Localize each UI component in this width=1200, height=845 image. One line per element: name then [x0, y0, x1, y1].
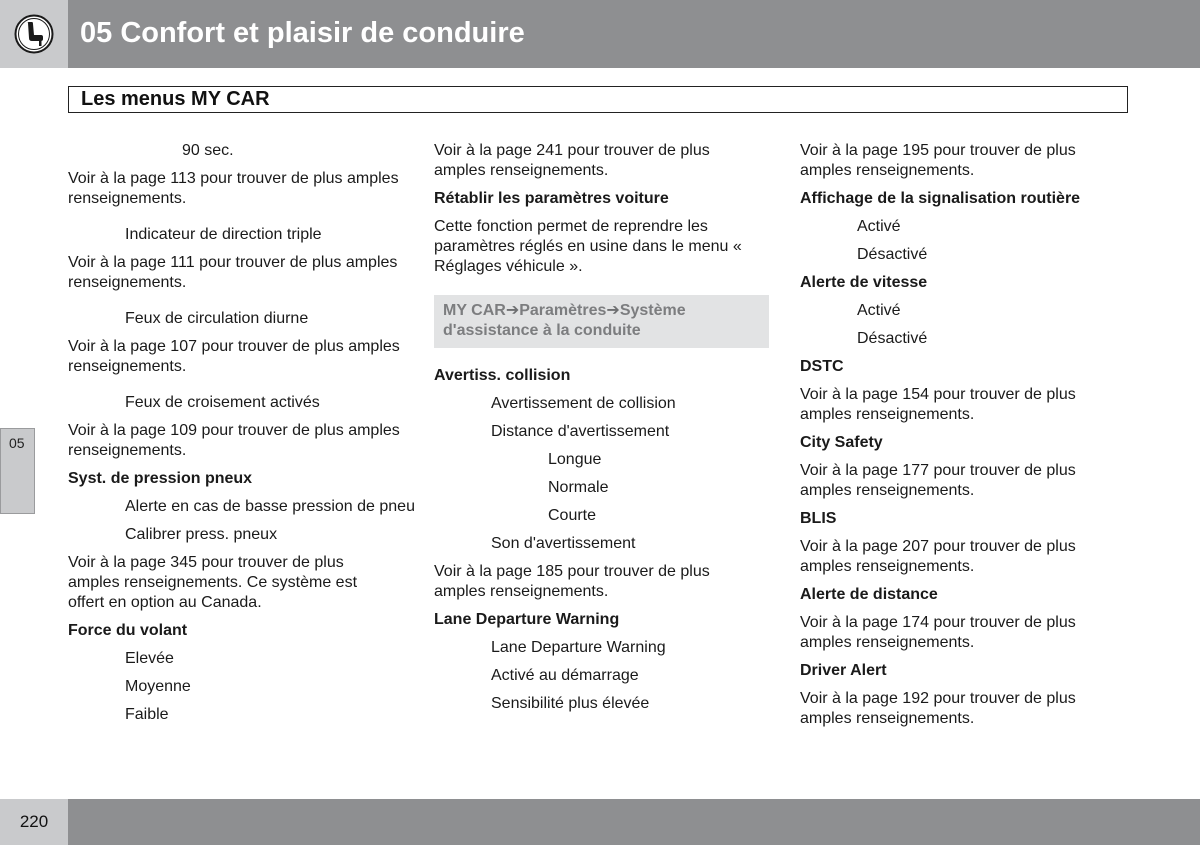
page-reference: Voir à la page 111 pour trouver de plus amples renseignements.: [68, 254, 398, 291]
menu-sub-option: Longue: [548, 451, 602, 468]
page-reference: Voir à la page 154 pour trouver de plus amples renseignements.: [800, 386, 1076, 423]
menu-heading: Alerte de vitesse: [800, 274, 928, 291]
page-reference: Voir à la page 113 pour trouver de plus amples renseignements.: [68, 170, 399, 207]
menu-heading: DSTC: [800, 358, 844, 375]
arrow-right-icon: ➔: [505, 302, 520, 319]
body-text: Cette fonction permet de reprendre les paramètres réglés en usine dans le menu « Réglages véhicule ».: [434, 218, 742, 275]
menu-path-box: [434, 295, 769, 348]
menu-heading: BLIS: [800, 510, 837, 527]
column-1: [68, 141, 424, 733]
menu-heading: Rétablir les paramètres voiture: [434, 190, 669, 207]
page-reference: Voir à la page 192 pour trouver de plus amples renseignements.: [800, 690, 1076, 727]
menu-option: Activé: [857, 302, 901, 319]
menu-path-part: MY CAR: [443, 302, 506, 319]
menu-heading: Affichage de la signalisation routière: [800, 190, 1081, 207]
menu-option: Activé: [857, 218, 901, 235]
menu-sub-option: Courte: [548, 507, 597, 524]
page-reference: Voir à la page 207 pour trouver de plus amples renseignements.: [800, 538, 1076, 575]
page-number-box: [0, 799, 68, 845]
chapter-side-tab: [0, 428, 35, 514]
arrow-right-icon: ➔: [606, 302, 620, 319]
menu-option: Sensibilité plus élevée: [491, 695, 650, 712]
menu-option: Activé au démarrage: [491, 667, 639, 684]
menu-option: Moyenne: [125, 678, 191, 695]
menu-option: Feux de circulation diurne: [125, 310, 309, 327]
menu-option: Indicateur de direction triple: [125, 226, 322, 243]
page-reference: Voir à la page 177 pour trouver de plus amples renseignements.: [800, 462, 1076, 499]
menu-option: Désactivé: [857, 246, 928, 263]
menu-heading: Syst. de pression pneux: [68, 470, 253, 487]
page-reference: Voir à la page 109 pour trouver de plus amples renseignements.: [68, 422, 400, 459]
page-footer: [0, 799, 1200, 845]
page-reference: Voir à la page 241 pour trouver de plus amples renseignements.: [434, 142, 710, 179]
page-reference: Voir à la page 174 pour trouver de plus amples renseignements.: [800, 614, 1076, 651]
menu-option: Lane Departure Warning: [491, 639, 666, 656]
menu-option: Désactivé: [857, 330, 928, 347]
menu-heading: Alerte de distance: [800, 586, 938, 603]
menu-option: Calibrer press. pneux: [125, 526, 278, 543]
page-reference: Voir à la page 107 pour trouver de plus amples renseignements.: [68, 338, 400, 375]
menu-heading: City Safety: [800, 434, 883, 451]
menu-heading: Avertiss. collision: [434, 367, 571, 384]
menu-option: Avertissement de collision: [491, 395, 676, 412]
page-reference: Voir à la page 195 pour trouver de plus amples renseignements.: [800, 142, 1076, 179]
column-3: [800, 141, 1130, 737]
menu-option: Faible: [125, 706, 169, 723]
menu-path-part: Système d'assistance à la conduite: [443, 302, 686, 339]
menu-heading: Force du volant: [68, 622, 188, 639]
seat-icon: [14, 14, 54, 54]
chapter-title: 05 Confort et plaisir de conduire: [80, 17, 525, 49]
menu-heading: Driver Alert: [800, 662, 887, 679]
menu-option: Feux de croisement activés: [125, 394, 320, 411]
menu-option: Elevée: [125, 650, 174, 667]
menu-option: Son d'avertissement: [491, 535, 636, 552]
chapter-icon-box: [0, 0, 68, 68]
menu-option: Alerte en cas de basse pression de pneu: [125, 498, 415, 515]
menu-heading: Lane Departure Warning: [434, 611, 620, 628]
menu-option: Distance d'avertissement: [491, 423, 670, 440]
menu-option: 90 sec.: [182, 142, 234, 159]
column-2: [434, 141, 769, 722]
page-reference: Voir à la page 345 pour trouver de plus amples renseignements. Ce système est offert en option au Canada.: [68, 554, 358, 611]
page-number: 220: [19, 812, 49, 831]
side-tab-label: 05: [9, 435, 25, 451]
menu-sub-option: Normale: [548, 479, 609, 496]
section-title: Les menus MY CAR: [81, 88, 270, 110]
menu-path-part: Paramètres: [519, 302, 607, 319]
section-heading-box: [68, 86, 1128, 113]
chapter-header: [0, 0, 1200, 68]
page-reference: Voir à la page 185 pour trouver de plus amples renseignements.: [434, 563, 710, 600]
